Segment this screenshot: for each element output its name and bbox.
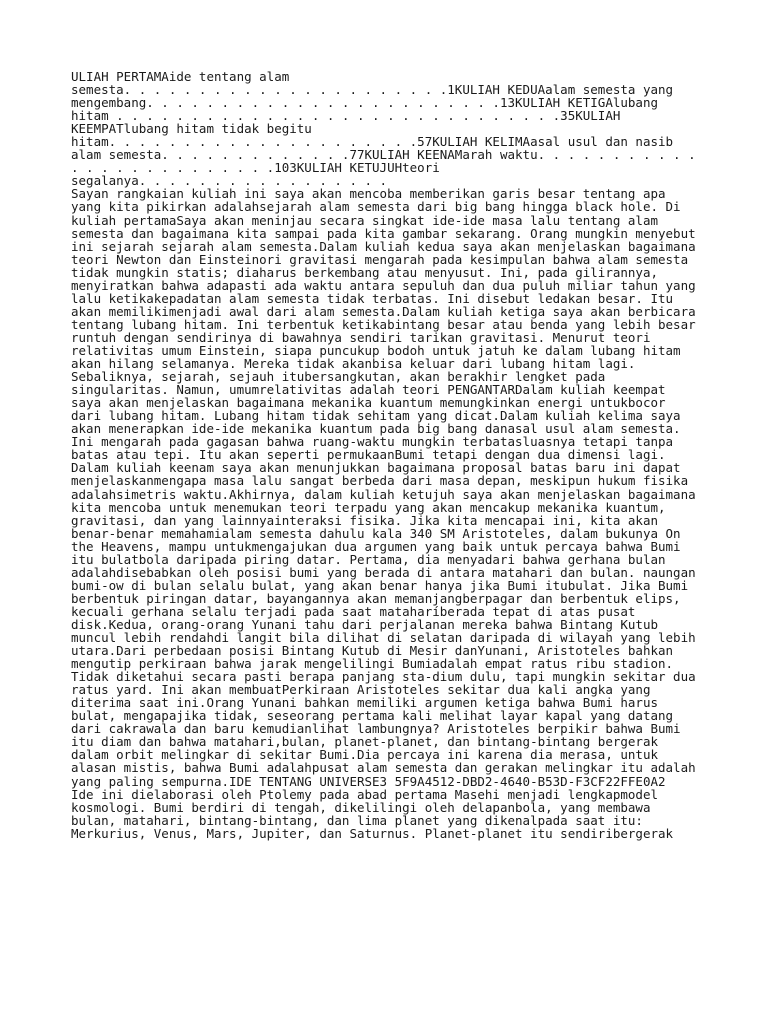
text-line: akan memilikimenjadi awal dari alam semesta.Dalam kuliah ketiga saya akan berbicara bbox=[71, 303, 696, 319]
text-line: ratus yard. Ini akan membuatPerkiraan Aristoteles sekitar dua kali angka yang bbox=[71, 682, 651, 698]
text-line: hitam. . . . . . . . . . . . . . . . . . . . .57KULIAH KELIMAasal usul dan nasib bbox=[71, 134, 674, 150]
text-line: kosmologi. Bumi berdiri di tengah, dikelilingi oleh delapanbola, yang membawa bbox=[71, 799, 651, 815]
text-line: hitam . . . . . . . . . . . . . . . . . . . . . . . . . . . . . .35KULIAH bbox=[71, 108, 621, 124]
text-line: tentang lubang hitam. Ini terbentuk ketikabintang besar atau benda yang lebih besar bbox=[71, 316, 696, 332]
text-line: akan menerapkan ide-ide mekanika kuantum pada big bang danasal usul alam semesta. bbox=[71, 421, 681, 437]
text-line: lalu ketikakepadatan alam semesta tidak terbatas. Ini disebut ledakan besar. Itu bbox=[71, 290, 674, 306]
text-line: tidak mungkin statis; diaharus berkembang atau menyusut. Ini, pada gilirannya, bbox=[71, 264, 658, 280]
text-line: utara.Dari perbedaan posisi Bintang Kutub di Mesir danYunani, Aristoteles bahkan bbox=[71, 643, 674, 659]
text-line: segalanya. . . . . . . . . . . . . . . . . bbox=[71, 173, 388, 189]
text-line: yang paling sempurna.IDE TENTANG UNIVERSE3 5F9A4512-DBD2-4640-B53D-F3CF22FFE0A2 bbox=[71, 773, 666, 789]
text-line: mengembang. . . . . . . . . . . . . . . . . . . . . . . .13KULIAH KETIGAlubang bbox=[71, 95, 658, 111]
text-line: mengutip perkiraan bahwa jarak mengelilingi Bumiadalah empat ratus ribu stadion. bbox=[71, 656, 674, 672]
text-line: semesta. . . . . . . . . . . . . . . . . . . . . .1KULIAH KEDUAalam semesta yang bbox=[71, 82, 674, 98]
text-line: kita mencoba untuk menemukan teori terpadu yang akan mencakup mekanika kuantum, bbox=[71, 499, 666, 515]
text-line: yang kita pikirkan adalahsejarah alam semesta dari big bang hingga black hole. Di bbox=[71, 199, 681, 215]
text-line: teori Newton dan Einsteinori gravitasi mengarah pada kesimpulan bahwa alam semesta bbox=[71, 251, 689, 267]
text-line: Merkurius, Venus, Mars, Jupiter, dan Saturnus. Planet-planet itu sendiribergerak bbox=[71, 825, 674, 841]
text-line: menjelaskanmengapa masa lalu sangat berbeda dari masa depan, meskipun hukum fisika bbox=[71, 473, 689, 489]
text-line: runtuh dengan sendirinya di bawahnya sendiri tarikan gravitasi. Menurut teori bbox=[71, 329, 651, 345]
text-line: bumi-ow di bulan selalu bulat, yang akan benar hanya jika Bumi itubulat. Jika Bumi bbox=[71, 577, 689, 593]
text-line: Ini mengarah pada gagasan bahwa ruang-waktu mungkin terbatasluasnya tetapi tanpa bbox=[71, 434, 674, 450]
text-line: dalam orbit melingkar di sekitar Bumi.Dia percaya ini karena dia merasa, untuk bbox=[71, 747, 658, 763]
text-line: itu bulatbola daripada piring datar. Pertama, dia menyadari bahwa gerhana bulan bbox=[71, 551, 666, 567]
text-line: relativitas umum Einstein, siapa puncukup bodoh untuk jatuh ke dalam lubang hitam bbox=[71, 342, 681, 358]
text-line: adalahsimetris waktu.Akhirnya, dalam kuliah ketujuh saya akan menjelaskan bagaimana bbox=[71, 486, 696, 502]
text-line: ini sejarah sejarah alam semesta.Dalam kuliah kedua saya akan menjelaskan bagaimana bbox=[71, 238, 696, 254]
text-line: Ide ini dielaborasi oleh Ptolemy pada abad pertama Masehi menjadi lengkapmodel bbox=[71, 786, 658, 802]
text-line: singularitas. Namun, umumrelativitas adalah teori PENGANTARDalam kuliah keempat bbox=[71, 382, 666, 398]
text-line: kuliah pertamaSaya akan meninjau secara singkat ide-ide masa lalu tentang alam bbox=[71, 212, 658, 228]
text-line: adalahdisebabkan oleh posisi bumi yang berada di antara matahari dan bulan. naungan bbox=[71, 564, 696, 580]
text-line: saya akan menjelaskan bagaimana mekanika kuantum memungkinkan energi untukbocor bbox=[71, 395, 666, 411]
text-line: bulat, mengapajika tidak, seseorang pertama kali melihat layar kapal yang datang bbox=[71, 708, 674, 724]
text-line: semesta dan bagaimana kita sampai pada kita gambar sekarang. Orang mungkin menyebut bbox=[71, 225, 696, 241]
text-line: Sebaliknya, sejarah, sejauh itubersangkutan, akan berakhir lengket pada bbox=[71, 369, 606, 385]
text-line: Dalam kuliah keenam saya akan menunjukkan bagaimana proposal batas baru ini dapat bbox=[71, 460, 681, 476]
text-line: dari lubang hitam. Lubang hitam tidak sehitam yang dicat.Dalam kuliah kelima saya bbox=[71, 408, 681, 424]
text-line: akan hilang selamanya. Mereka tidak akanbisa keluar dari lubang hitam lagi. bbox=[71, 356, 636, 372]
text-line: alasan mistis, bahwa Bumi adalahpusat alam semesta dan gerakan melingkar itu adalah bbox=[71, 760, 696, 776]
text-line: . . . . . . . . . . . . . .103KULIAH KETUJUHteori bbox=[71, 160, 440, 176]
text-line: menyiratkan bahwa adapasti ada waktu antara sepuluh dan dua puluh miliar tahun yang bbox=[71, 277, 696, 293]
text-line: batas atau tepi. Itu akan seperti permukaanBumi tetapi dengan dua dimensi lagi. bbox=[71, 447, 666, 463]
text-line: diterima saat ini.Orang Yunani bahkan memiliki argumen ketiga bahwa Bumi harus bbox=[71, 695, 658, 711]
text-line: bulan, matahari, bintang-bintang, dan lima planet yang dikenalpada saat itu: bbox=[71, 812, 643, 828]
document-text bbox=[71, 70, 761, 840]
text-line: the Heavens, mampu untukmengajukan dua argumen yang baik untuk percaya bahwa Bumi bbox=[71, 538, 681, 554]
text-line: dari cakrawala dan baru kemudianlihat lambungnya? Aristoteles berpikir bahwa Bumi bbox=[71, 721, 681, 737]
text-line: ULIAH PERTAMAide tentang alam bbox=[71, 69, 290, 84]
text-line: alam semesta. . . . . . . . . . . . .77KULIAH KEENAMarah waktu. . . . . . . . . . . bbox=[71, 147, 696, 163]
text-line: KEEMPATlubang hitam tidak begitu bbox=[71, 121, 312, 137]
text-line: benar-benar memahamialam semesta dahulu kala 340 SM Aristoteles, dalam bukunya On bbox=[71, 525, 681, 541]
text-line: Sayan rangkaian kuliah ini saya akan mencoba memberikan garis besar tentang apa bbox=[71, 186, 666, 202]
text-line: berbentuk piringan datar, bayangannya akan memanjangberpagar dan berbentuk elips, bbox=[71, 590, 681, 606]
text-line: disk.Kedua, orang-orang Yunani tahu dari perjalanan mereka bahwa Bintang Kutub bbox=[71, 616, 658, 632]
text-line: itu diam dan bahwa matahari,bulan, planet-planet, dan bintang-bintang bergerak bbox=[71, 734, 658, 750]
text-line: Tidak diketahui secara pasti berapa panjang sta-dium dulu, tapi mungkin sekitar dua bbox=[71, 669, 696, 685]
text-line: kecuali gerhana selalu terjadi pada saat mataharíberada tepat di atas pusat bbox=[71, 603, 636, 619]
text-line: gravitasi, dan yang lainnyainteraksi fisika. Jika kita mencapai ini, kita akan bbox=[71, 512, 658, 528]
text-line: muncul lebih rendahdi langit bila dilihat di selatan daripada di wilayah yang lebih bbox=[71, 630, 696, 646]
